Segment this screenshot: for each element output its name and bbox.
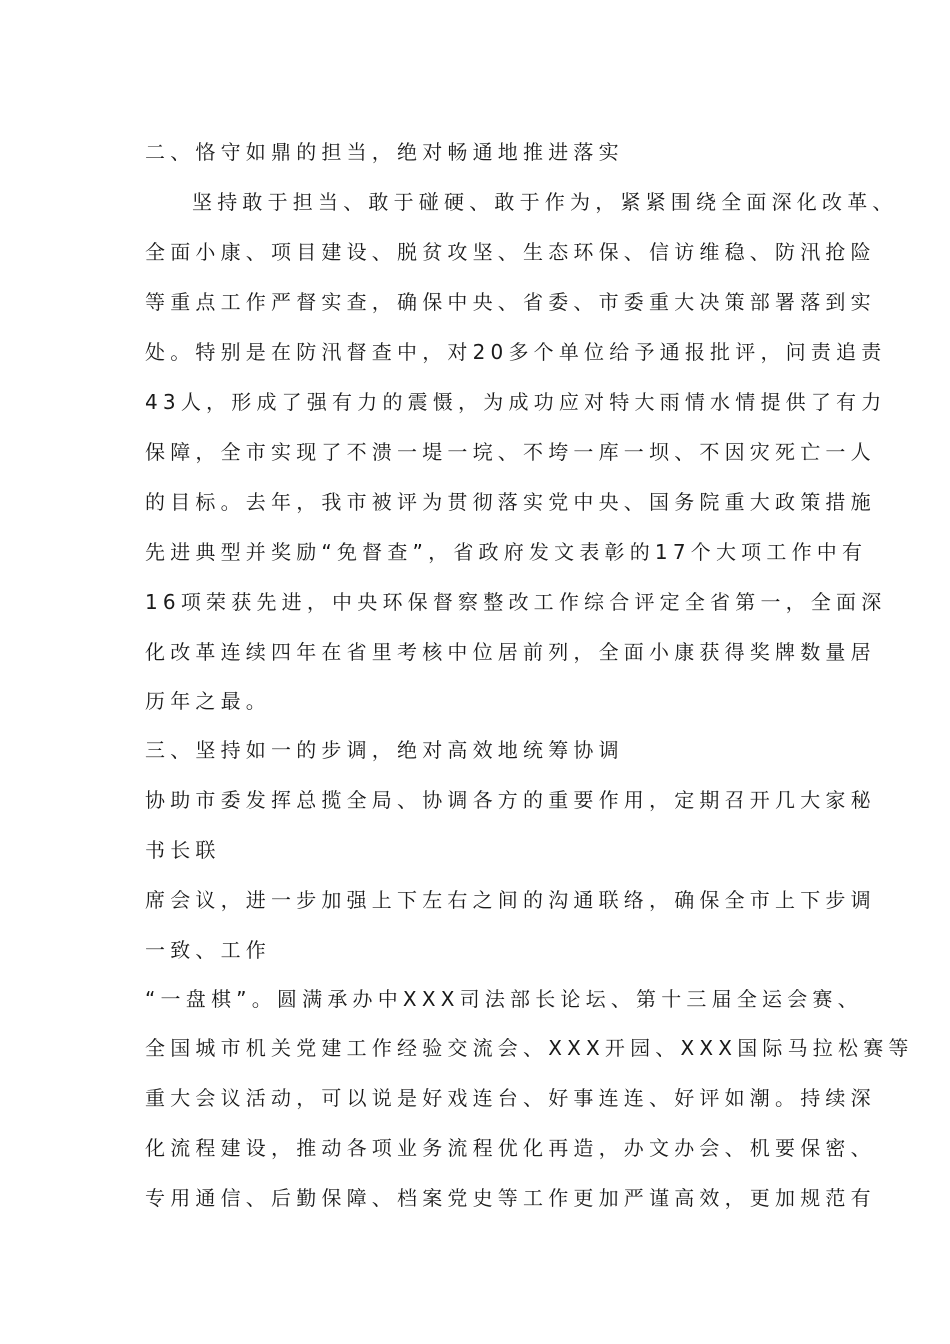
paragraph-line: 43人，形成了强有力的震慑，为成功应对特大雨情水情提供了有力 [145, 390, 887, 414]
paragraph-line: 一致、工作 [145, 938, 271, 962]
paragraph-line: 16项荣获先进，中央环保督察整改工作综合评定全省第一，全面深 [145, 590, 887, 614]
paragraph-line: 席会议，进一步加强上下左右之间的沟通联络，确保全市上下步调 [145, 888, 876, 912]
paragraph-line: 全面小康、项目建设、脱贫攻坚、生态环保、信访维稳、防汛抢险 [145, 240, 876, 264]
paragraph-line: 重大会议活动，可以说是好戏连台、好事连连、好评如潮。持续深 [145, 1086, 876, 1110]
paragraph-line: 坚持敢于担当、敢于碰硬、敢于作为，紧紧围绕全面深化改革、 [192, 190, 898, 214]
paragraph-line: 化改革连续四年在省里考核中位居前列，全面小康获得奖牌数量居 [145, 640, 876, 664]
paragraph-line: 书长联 [145, 838, 221, 862]
paragraph-line: 化流程建设，推动各项业务流程优化再造，办文办会、机要保密、 [145, 1136, 876, 1160]
paragraph-line: 历年之最。 [145, 689, 271, 713]
paragraph-line: 先进典型并奖励“免督查”，省政府发文表彰的17个大项工作中有 [145, 540, 868, 564]
paragraph-line: 保障，全市实现了不溃一堤一垸、不垮一库一坝、不因灾死亡一人 [145, 440, 876, 464]
paragraph-line: 等重点工作严督实查，确保中央、省委、市委重大决策部署落到实 [145, 290, 876, 314]
paragraph-line: 专用通信、后勤保障、档案党史等工作更加严谨高效，更加规范有 [145, 1186, 876, 1210]
paragraph-line: 的目标。去年，我市被评为贯彻落实党中央、国务院重大政策措施 [145, 490, 876, 514]
paragraph-line: “一盘棋”。圆满承办中XXX司法部长论坛、第十三届全运会赛、 [145, 987, 863, 1011]
paragraph-line: 协助市委发挥总揽全局、协调各方的重要作用，定期召开几大家秘 [145, 788, 876, 812]
section-heading-3: 三、坚持如一的步调，绝对高效地统筹协调 [145, 738, 624, 762]
paragraph-line: 全国城市机关党建工作经验交流会、XXX开园、XXX国际马拉松赛等 [145, 1036, 914, 1060]
paragraph-line: 处。特别是在防汛督查中，对20多个单位给予通报批评，问责追责 [145, 340, 887, 364]
section-heading-2: 二、恪守如鼎的担当，绝对畅通地推进落实 [145, 140, 624, 164]
